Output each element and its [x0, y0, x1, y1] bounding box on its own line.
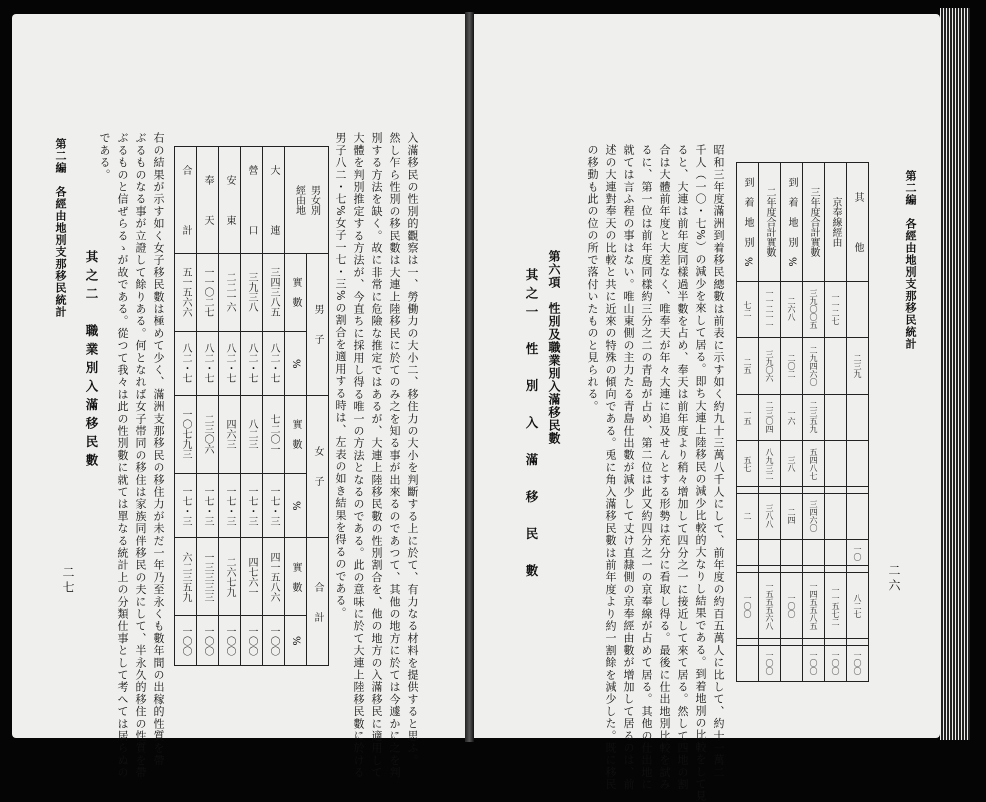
section-title: 其之二 職業別入滿移民數 — [84, 250, 99, 472]
cell: 一〇七九三 — [175, 395, 197, 473]
cell: 一六 — [781, 394, 803, 440]
cell: 五七 — [737, 441, 759, 487]
cell: 八二七 — [847, 572, 869, 639]
cell: 七二〇一 — [263, 395, 285, 473]
running-header: 第二編 各經由地別支那移民統計 — [904, 170, 917, 350]
cell: 二三九 — [847, 338, 869, 394]
sex-ratio-table — [174, 146, 329, 666]
cell — [825, 441, 847, 487]
arrival-table — [736, 162, 869, 682]
cell: 一〇〇 — [219, 616, 241, 666]
cell — [825, 338, 847, 394]
cell: 一〇〇 — [781, 572, 803, 639]
cell — [737, 645, 759, 681]
paragraph-line: である。 — [98, 132, 111, 181]
paragraph-line: 大體を判別推定する方法が、今直ちに採用し得る唯一の方法となるのである。此の意味に於て大連上陸移民數に於ける — [352, 132, 365, 779]
paragraph-line: 男子八二・七%女子一七・三%の割合を適用する時は、左表の如き結果を得るのである。 — [334, 132, 347, 619]
paragraph-line: 入滿移民の性別的觀察は一、勞働力の大小二、移住力の大小を判斷する上に於て、有力なる材料を提供すると思ふ。 — [406, 132, 419, 767]
paragraph-line: るに、第一位は前年度同樣約三分之二の青島が占め、第二位は此又約四分之一の京奉線が占めて居る。其他の仕出地に — [640, 144, 653, 791]
cell: 八二・七 — [263, 331, 285, 395]
cell: 一七・三 — [263, 474, 285, 538]
row-label: 大 連 — [263, 147, 285, 254]
subheader: % — [285, 474, 307, 538]
cell: 三九〇六 — [759, 338, 781, 394]
cell: 三八 — [781, 441, 803, 487]
cell: 一一二七 — [825, 281, 847, 337]
paragraph-line: 就ては言ふ程の事はない。唯山東側の主力たる青島仕出數が減少して丈け直隸側の京奉經由數が增加して居るのは、前 — [622, 144, 635, 791]
cell — [825, 540, 847, 566]
cell: 一〇〇 — [759, 645, 781, 681]
table-row — [847, 163, 869, 682]
row-label: 到 着 地 別 % — [737, 163, 759, 282]
cell — [781, 540, 803, 566]
subheader: 實 數 — [285, 395, 307, 473]
cell — [847, 441, 869, 487]
right-page — [474, 14, 940, 802]
cell: 三八八 — [759, 493, 781, 539]
cell: 一〇〇 — [197, 616, 219, 666]
corner-top: 男女別 — [308, 184, 320, 215]
cell: 八二三 — [241, 395, 263, 473]
cell: 四七六一 — [241, 538, 263, 616]
cell: 一〇〇 — [847, 645, 869, 681]
cell: 七二 — [737, 281, 759, 337]
cell: 八二・七 — [197, 331, 219, 395]
cell: 五四八七 — [803, 441, 825, 487]
cell — [825, 493, 847, 539]
cell: 二〇二 — [781, 338, 803, 394]
paragraph-line: 合は大體前年度と大差なく、唯奉天が年々大連に追及せんとする形勢は充分に看取し得る。最後に仕出地別比較を試み — [658, 144, 671, 791]
corner-left: 經由地 — [293, 184, 305, 215]
cell: 一一〇二七 — [197, 253, 219, 331]
group-header: 男 子 — [307, 253, 329, 395]
cell: 二三〇四 — [759, 394, 781, 440]
left-page — [12, 14, 465, 779]
paragraph-line: の移動も此の位の所で落付いたものと見られる。 — [586, 144, 599, 413]
row-label: 營 口 — [241, 147, 263, 254]
cell — [737, 540, 759, 566]
cell: 二四 — [781, 493, 803, 539]
subheader: 實 數 — [285, 253, 307, 331]
cell: 一七・三 — [241, 474, 263, 538]
cell: 二五 — [737, 338, 759, 394]
cell: 一一五七二 — [825, 572, 847, 639]
cell: 二六八 — [781, 281, 803, 337]
cell: 二三〇六 — [197, 395, 219, 473]
cell: 一〇〇 — [737, 572, 759, 639]
cell: 二三五九 — [803, 394, 825, 440]
cell — [847, 394, 869, 440]
cell: 八二・七 — [241, 331, 263, 395]
row-label: 其 他 — [847, 163, 869, 282]
paragraph-line: ぶるものと信ぜらるゝが故である。從つて我々は此の性別數に就ては單なる統計上の分類仕事として考へては居らぬの — [116, 132, 129, 779]
row-label: 三年度合計實數 — [803, 163, 825, 282]
paragraph-line: 然し乍ら性別の移民數は大連上陸移民に於てのみ之を知る事が出來るのであつて、其他の地方に於ては今遽かに之を判 — [388, 132, 401, 779]
cell: 六二三五九 — [175, 538, 197, 616]
cell: 一〇 — [847, 540, 869, 566]
cell: 八二・七 — [219, 331, 241, 395]
cell: 一〇〇 — [175, 616, 197, 666]
cell: 一四五五八五 — [803, 572, 825, 639]
row-label: 京奉線經由 — [825, 163, 847, 282]
running-header: 第二編 各經由地別支那移民統計 — [54, 138, 67, 318]
cell — [759, 540, 781, 566]
paragraph-line: 千人（一〇・七%）の減少を來して居る。即ち大連上陸移民の減少比較的大なりし結果である。到着地別の比較をして見 — [694, 144, 707, 802]
cell: 三四三八五 — [263, 253, 285, 331]
paragraph-line: 別する方法を缺く。故に非常に危險な推定ではあるが、大連上陸移民數の性別割合を、他の地方の入滿移民に適用して — [370, 132, 383, 779]
table-row — [263, 147, 285, 666]
row-label: 二年度合計實數 — [759, 163, 781, 282]
paragraph-line: ると、大連は前年度同樣過半數を占め、奉天は前年度より稍々增加して四分之一に接近して來て居る。然して四地の割 — [676, 144, 689, 791]
table-row — [825, 163, 847, 682]
page-number: 二七 — [61, 566, 75, 596]
table-row — [241, 147, 263, 666]
cell — [803, 540, 825, 566]
subheader: % — [285, 331, 307, 395]
table-row — [803, 163, 825, 682]
row-label: 奉 天 — [197, 147, 219, 254]
section-heading: 第六項 性別及職業別入滿移民數 — [547, 250, 561, 445]
row-label: 安 東 — [219, 147, 241, 254]
page-number: 二六 — [887, 564, 901, 594]
cell: 二九四六〇 — [803, 338, 825, 394]
cell: 二六七九 — [219, 538, 241, 616]
cell: 八九三二 — [759, 441, 781, 487]
row-label: 到 着 地 別 % — [781, 163, 803, 282]
table-row — [781, 163, 803, 682]
table-row — [759, 163, 781, 682]
cell: 一七・三 — [219, 474, 241, 538]
cell: 三九三八 — [241, 253, 263, 331]
cell: 一〇〇 — [803, 645, 825, 681]
cell: 五一五六六 — [175, 253, 197, 331]
cell: 一七・三 — [175, 474, 197, 538]
cell: 四一五八六 — [263, 538, 285, 616]
cell: 一五 — [737, 394, 759, 440]
paragraph-line: 述の大連對奉天の比較と共に近來の特殊の傾向である。兎に角入滿移民數は前年度より約一割餘を減少した。既に移民 — [604, 144, 617, 791]
cell — [781, 645, 803, 681]
cell: 一五五五六八 — [759, 572, 781, 639]
subheader: 實 數 — [285, 538, 307, 616]
book-gutter — [465, 12, 474, 742]
group-header: 女 子 — [307, 395, 329, 537]
table-row — [219, 147, 241, 666]
paragraph-line: 右の結果が示す如く女子移民數は極めて少く、滿洲支那移民の移住力が未だ一年乃至永くも數年間の出稼的性質を帶 — [152, 132, 165, 767]
cell — [847, 281, 869, 337]
cell — [825, 394, 847, 440]
table-row — [197, 147, 219, 666]
cell: 一七・三 — [197, 474, 219, 538]
paragraph-line: 昭和三年度滿洲到着移民總數は前表に示す如く約九十三萬八千人にして、前年度の約百五萬人に比して、約十一萬二 — [712, 144, 725, 779]
cell: 二二一六 — [219, 253, 241, 331]
table-row — [737, 163, 759, 682]
cell: 一三三三三 — [197, 538, 219, 616]
cell: 四六三 — [219, 395, 241, 473]
cell: 三四六〇 — [803, 493, 825, 539]
cell: 二 — [737, 493, 759, 539]
cell: 一〇〇 — [825, 645, 847, 681]
subheader: % — [285, 616, 307, 666]
cell: 三九〇〇五 — [803, 281, 825, 337]
paragraph-line: ぶるものなる事が立證して餘りある。何となれば女子帯同の移住は家族同伴移民の夫にして、半永久的移住の性質を帶 — [134, 132, 147, 779]
cell: 一〇〇 — [241, 616, 263, 666]
cell: 八二・七 — [175, 331, 197, 395]
cell: 一一二一一 — [759, 281, 781, 337]
subsection-heading: 其之一 性 別 入 滿 移 民 數 — [524, 268, 539, 583]
table-corner — [285, 147, 329, 254]
table-row — [175, 147, 197, 666]
cell: 一〇〇 — [263, 616, 285, 666]
row-label: 合 計 — [175, 147, 197, 254]
page-edges — [940, 8, 970, 740]
cell — [847, 493, 869, 539]
group-header: 合 計 — [307, 538, 329, 666]
